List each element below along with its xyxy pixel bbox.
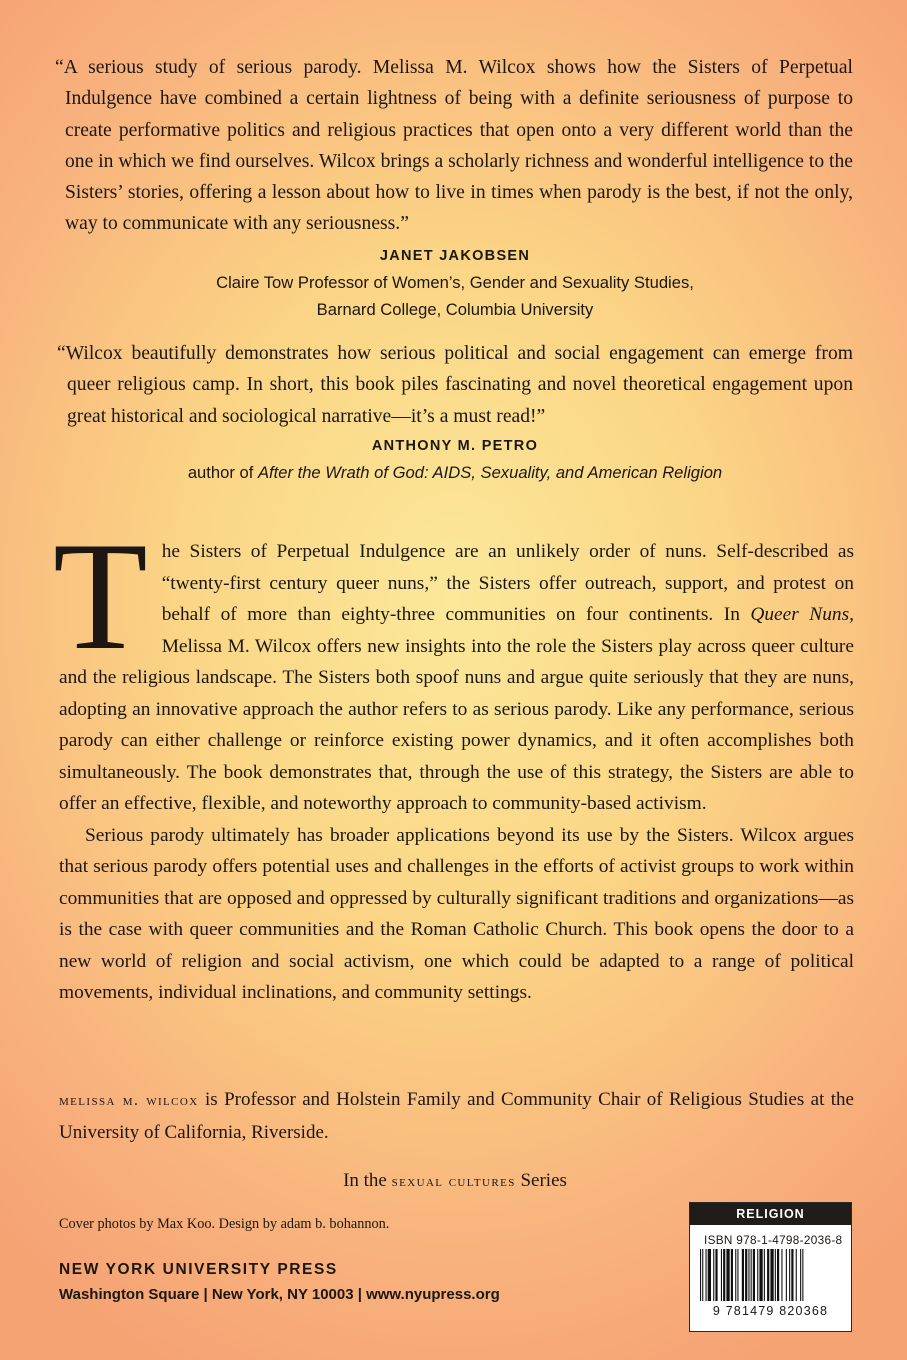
barcode-bar — [764, 1249, 765, 1301]
praise-author-title-2 — [150, 459, 760, 486]
barcode-bar — [706, 1249, 707, 1301]
series-name: sexual cultures — [391, 1173, 516, 1190]
author-bio-name: melissa m. wilcox — [59, 1092, 199, 1109]
author-bio-text: is Professor and Holstein Family and Community Chair of Religious Studies at the University of California, Riverside. — [59, 1089, 854, 1143]
barcode-bar — [759, 1249, 762, 1301]
barcode-bar — [751, 1249, 752, 1301]
barcode-box — [689, 1202, 852, 1332]
barcode-bar — [757, 1249, 758, 1301]
barcode-bar — [713, 1249, 714, 1301]
barcode-bar — [737, 1249, 738, 1301]
barcode-bar — [721, 1249, 722, 1301]
praise-author-name-1: JANET JAKOBSEN — [379, 248, 531, 264]
description-section — [53, 510, 854, 1009]
barcode-bar — [796, 1249, 797, 1301]
barcode-bar — [708, 1249, 711, 1301]
series-prefix: In the — [343, 1170, 392, 1191]
barcode-bar — [723, 1249, 725, 1301]
barcode-bar — [802, 1249, 803, 1301]
publisher-address: Washington Square | New York, NY 10003 | www.nyupress.org — [59, 1286, 500, 1303]
barcode-bar — [731, 1249, 733, 1301]
barcode-bar — [715, 1249, 717, 1301]
barcode-bar — [800, 1249, 801, 1301]
publisher-name: NEW YORK UNIVERSITY PRESS — [59, 1261, 338, 1278]
barcode-bar — [789, 1249, 790, 1301]
barcode-bar — [775, 1249, 776, 1301]
barcode-bar — [770, 1249, 773, 1301]
barcode-bars — [698, 1249, 845, 1304]
barcode-bar — [786, 1249, 787, 1301]
barcode-bar — [735, 1249, 736, 1301]
praise-author-title-prefix: author of — [187, 463, 258, 482]
book-title-queer-nuns: Queer Nuns, — [750, 604, 854, 625]
author-bio — [59, 1084, 854, 1148]
barcode-bar — [767, 1249, 769, 1301]
isbn-text: ISBN 978-1-4798-2036-8 — [704, 1233, 843, 1247]
barcode-digits: 9 781479 820368 — [712, 1304, 829, 1318]
barcode-bar — [753, 1249, 755, 1301]
drop-cap: T — [53, 510, 148, 682]
description-p1-end: Melissa M. Wilcox offers new insights into the role the Sisters play across queer culture and the religious landscape. The Sisters both spoof nuns and argue quite seriously that they are nuns, adopting an innovative approach the author refers to as serious parody. Like any performance, serious parody can either challenge or reinforce existing power dynamics, and it often accomplishes both simultaneously. The book demonstrates that, through the use of this strategy, the Sisters are able to offer an effective, flexible, and noteworthy approach to community-based activism. — [59, 635, 854, 814]
series-line — [150, 1167, 760, 1196]
barcode-bar — [748, 1249, 749, 1301]
description-p1-start: he Sisters of Perpetual Indulgence are an unlikely order of nuns. Self-described as “twenty-first century queer nuns,” the Sisters offer outreach, support, and protest on behalf of more than eighty-three communities on four continents. In — [161, 541, 854, 625]
book-title-after-the-wrath-of-god: After the Wrath of God: AIDS, Sexuality, and American Religion — [257, 463, 723, 482]
cover-credits: Cover photos by Max Koo. Design by adam b. bohannon. — [59, 1216, 390, 1232]
barcode-bar — [781, 1249, 782, 1301]
barcode-bar — [745, 1249, 747, 1301]
praise-author-title-1b: Barnard College, Columbia University — [316, 300, 594, 319]
barcode-bar — [742, 1249, 744, 1301]
praise-author-name-2: ANTHONY M. PETRO — [371, 438, 539, 454]
series-suffix: Series — [515, 1170, 567, 1191]
description-paragraph-1 — [53, 510, 854, 820]
barcode-bar — [702, 1249, 703, 1301]
praise-quote-1: “A serious study of serious parody. Melissa M. Wilcox shows how the Sisters of Perpetual Indulgence have combined a certain lightness of being with a definite seriousness of purpose to create performative politics and religious practices that open onto a very different world than the one in which we find ourselves. Wilcox brings a scholarly richness and wonderful intelligence to the Sisters’ stories, offering a lesson about how to live in times when parody is the best, if not the only, way to communicate with any seriousness.” — [55, 57, 853, 235]
description-paragraph-2: Serious parody ultimately has broader applications beyond its use by the Sisters. Wilcox argues that serious parody offers potential uses and challenges in the efforts of activist groups to work within communities that are opposed and oppressed by culturally significant traditions and organizations—as is the case with queer communities and the Roman Catholic Church. This book opens the door to a new world of religion and social activism, one which could be adapted to a range of political movements, individual inclinations, and community settings. — [59, 824, 854, 1003]
barcode-bar — [777, 1249, 779, 1301]
barcode-bar — [700, 1249, 701, 1301]
praise-author-title-1a: Claire Tow Professor of Women’s, Gender and Sexuality Studies, — [216, 273, 694, 292]
praise-quote-2: “Wilcox beautifully demonstrates how serious political and social engagement can emerge from queer religious camp. In short, this book piles fascinating and novel theoretical engagement upon great historical and sociological narrative—it’s a must read!” — [57, 343, 853, 427]
barcode-bar — [791, 1249, 793, 1301]
barcode-bar — [726, 1249, 729, 1301]
barcode-category: RELIGION — [690, 1203, 851, 1225]
